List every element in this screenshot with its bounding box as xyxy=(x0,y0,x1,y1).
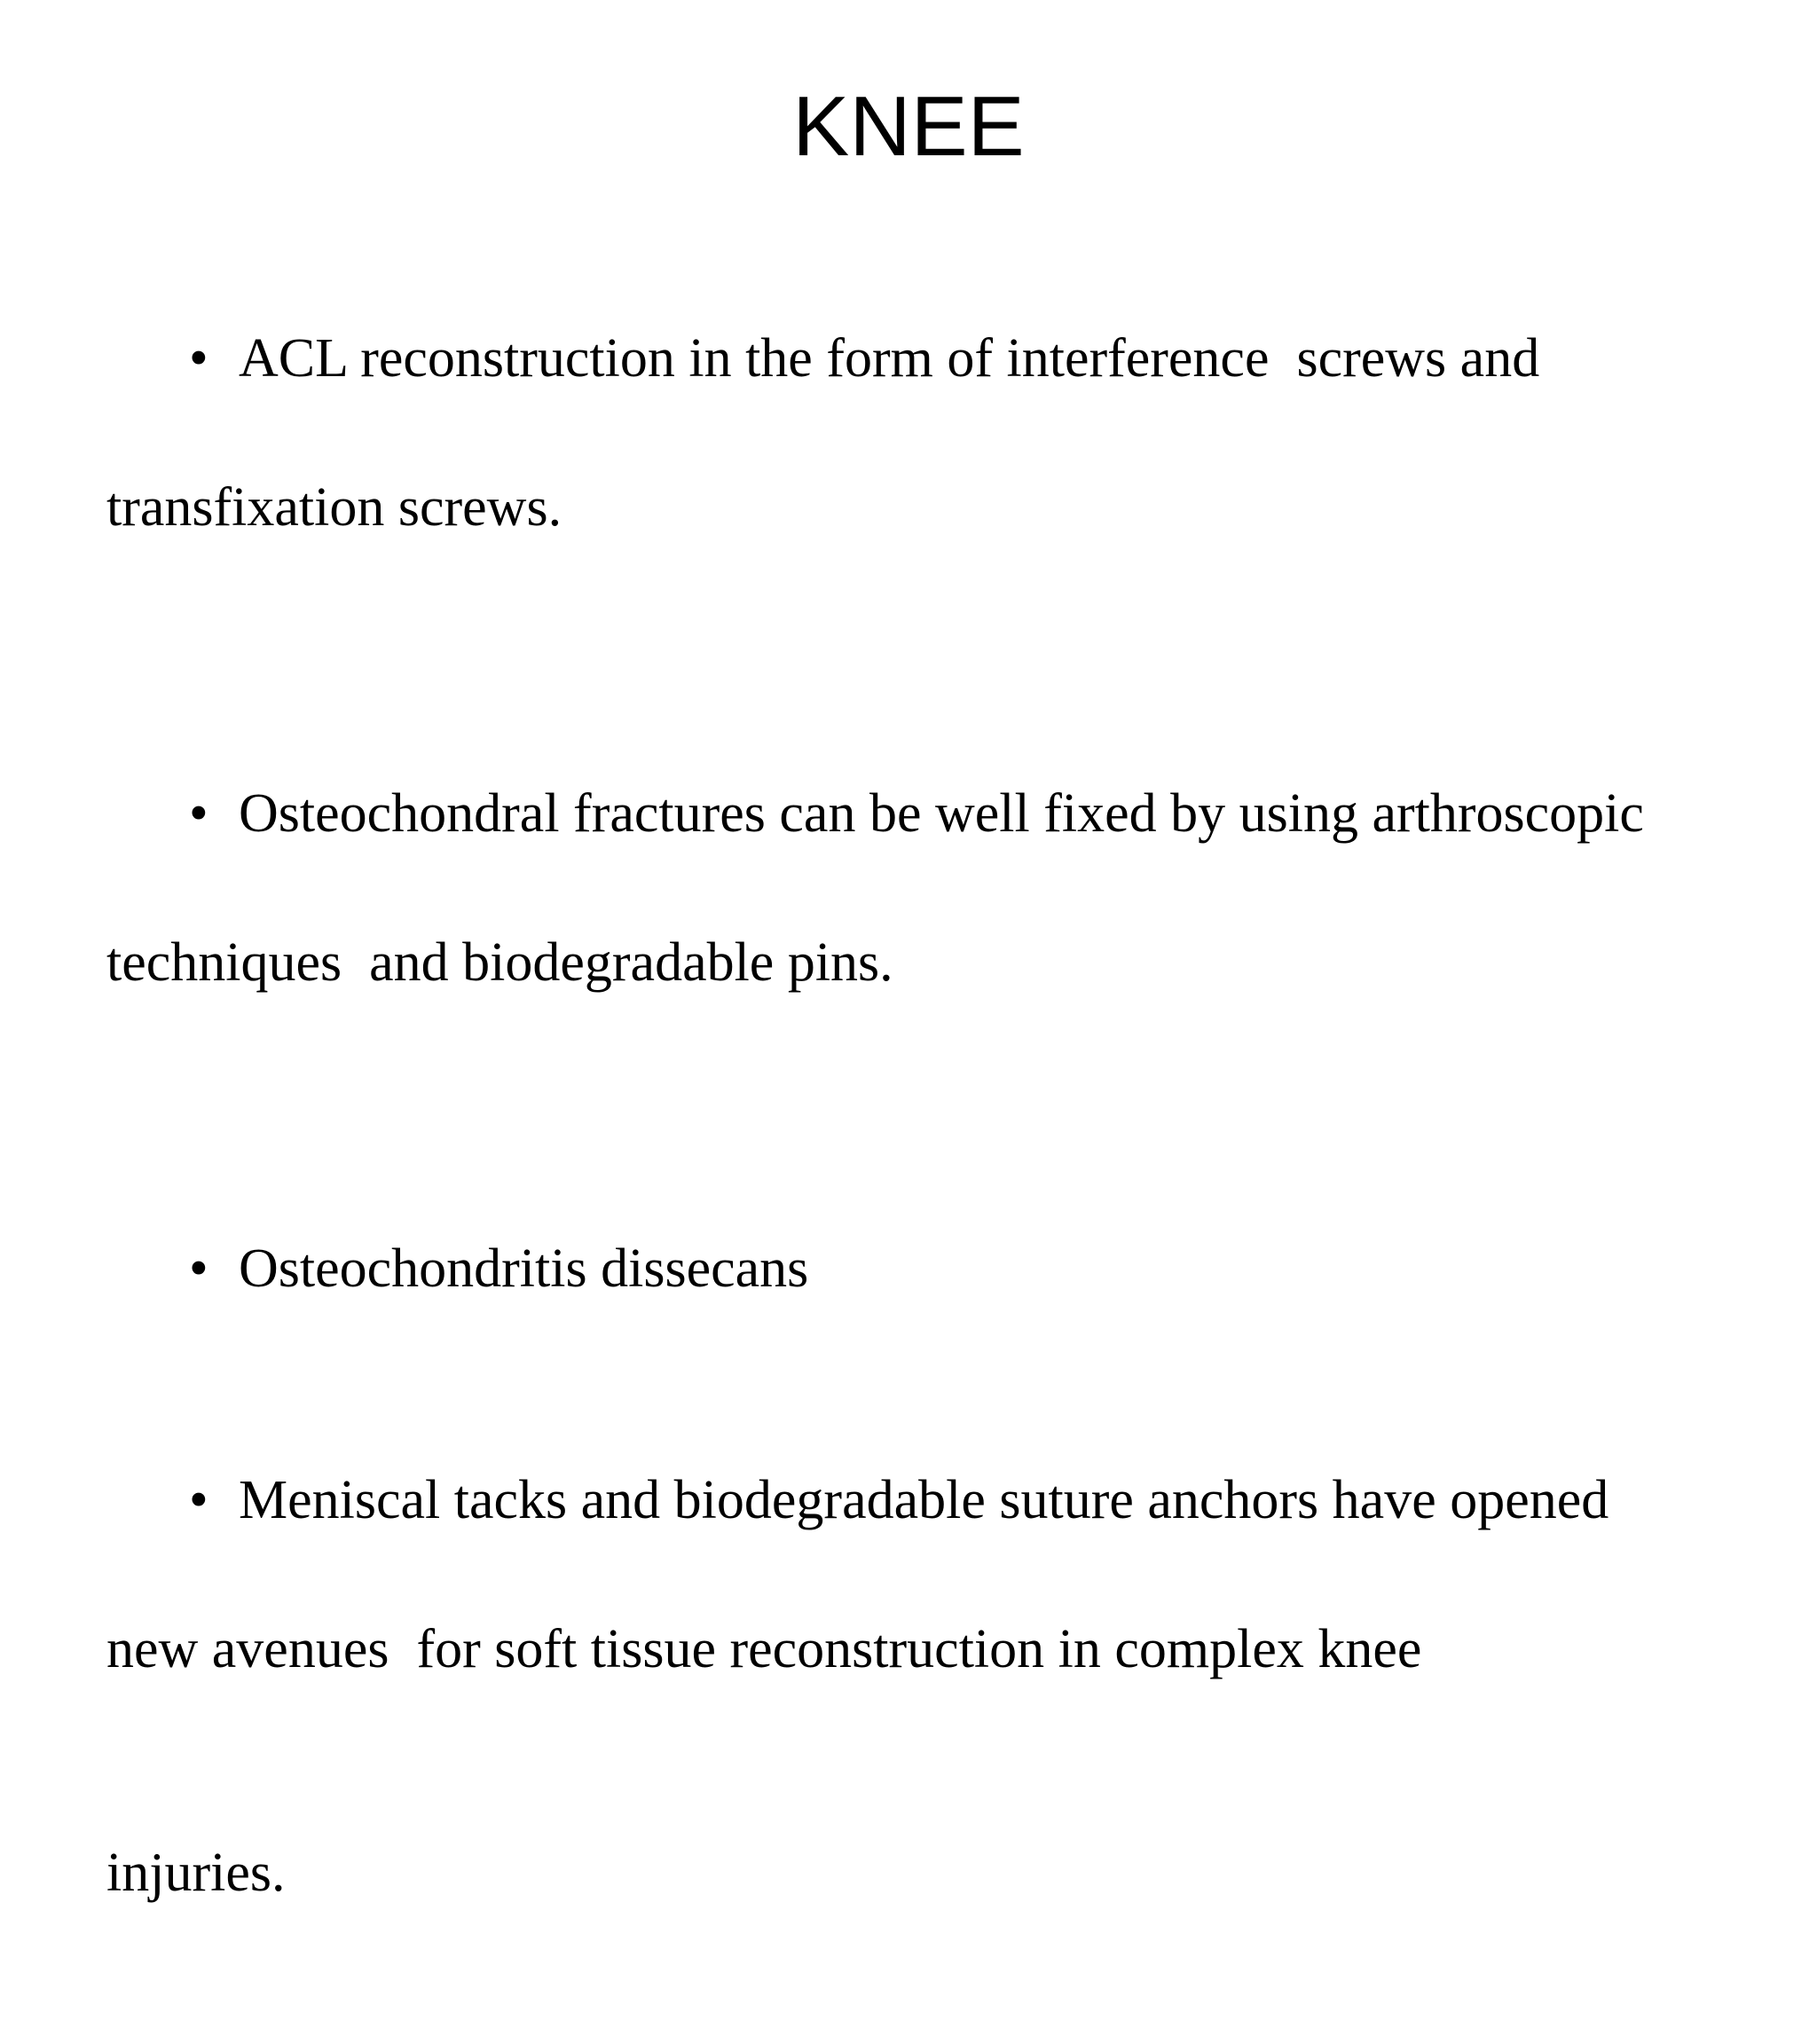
bullet-item xyxy=(106,702,1730,1149)
bullet-marker: • xyxy=(189,783,208,844)
slide-title: KNEE xyxy=(792,79,1025,174)
bullet-text-line: Meniscal tacks and biodegradable suture anchors have opened xyxy=(239,1470,1609,1530)
bullet-text-line: Osteochondral fractures can be well fixed by using arthroscopic xyxy=(239,783,1644,844)
bullet-text-line: transfixation screws. xyxy=(106,477,562,538)
bullet-marker: • xyxy=(189,1238,208,1299)
bullet-item xyxy=(106,247,1730,694)
bullet-marker: • xyxy=(189,328,208,389)
bullet-text-line: techniques and biodegradable pins. xyxy=(106,932,893,993)
bullet-list xyxy=(106,247,1730,2044)
bullet-text-line: new avenues for soft tissue reconstruction in complex knee xyxy=(106,1619,1422,1679)
bullet-text-line: ACL reconstruction in the form of interference screws and xyxy=(239,328,1540,389)
bullet-item xyxy=(106,1388,1730,2044)
bullet-text-line: injuries. xyxy=(106,1843,286,1903)
bullet-text-line: Osteochondritis dissecans xyxy=(239,1238,809,1299)
bullet-item xyxy=(106,1157,1730,1380)
bullet-marker: • xyxy=(189,1470,208,1530)
